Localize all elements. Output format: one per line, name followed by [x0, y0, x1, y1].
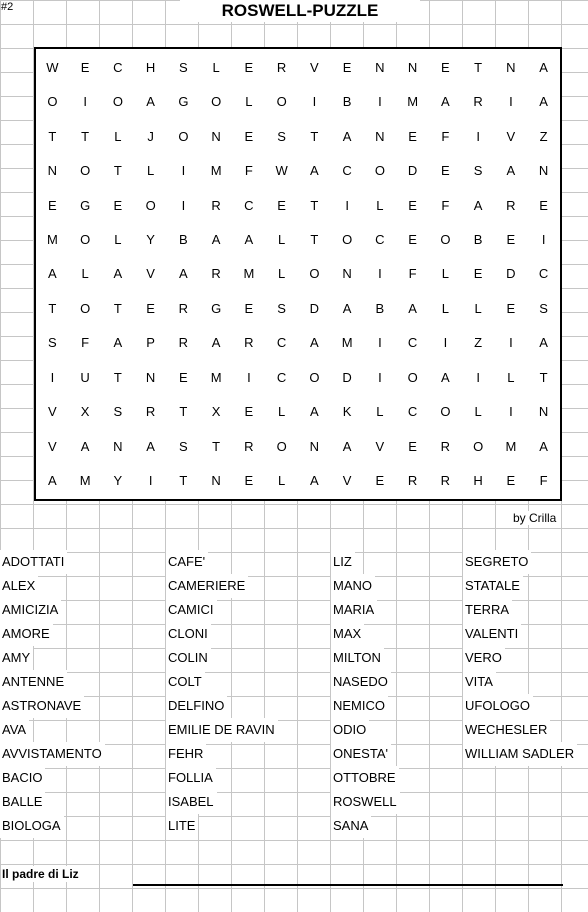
- grid-letter: E: [408, 197, 417, 213]
- grid-letter: O: [211, 94, 222, 110]
- grid-letter: N: [211, 128, 221, 144]
- grid-letter: V: [375, 438, 385, 454]
- grid-letter: D: [309, 300, 320, 316]
- grid-letter: A: [539, 335, 548, 351]
- word-list-item: BALLE: [0, 790, 45, 814]
- word-list-item: CAMERIERE: [166, 574, 248, 598]
- grid-letter: Z: [539, 128, 548, 144]
- grid-letter: M: [407, 94, 419, 110]
- word-list-item: TERRA: [463, 598, 512, 622]
- grid-letter: F: [408, 266, 417, 282]
- grid-letter: E: [408, 128, 417, 144]
- grid-letter: F: [441, 128, 450, 144]
- grid-letter: D: [342, 369, 352, 385]
- grid-letter: A: [211, 232, 221, 248]
- grid-letter: T: [539, 369, 548, 385]
- word-list-item: COLT: [166, 670, 205, 694]
- grid-letter: V: [506, 128, 516, 144]
- grid-letter: I: [476, 128, 480, 144]
- grid-letter: E: [441, 163, 450, 179]
- grid-letter: T: [310, 197, 319, 213]
- grid-letter: E: [506, 232, 516, 248]
- grid-letter: E: [113, 197, 123, 213]
- grid-letter: O: [276, 94, 287, 110]
- grid-letter: A: [310, 163, 319, 179]
- grid-letter: E: [342, 59, 352, 75]
- grid-letter: N: [538, 163, 549, 179]
- grid-letter: Y: [113, 473, 123, 489]
- grid-letter: T: [113, 369, 122, 385]
- grid-letter: A: [441, 369, 450, 385]
- grid-letter: L: [212, 59, 220, 75]
- grid-letter: L: [441, 300, 449, 316]
- grid-letter: I: [181, 163, 186, 179]
- grid-letter: L: [278, 232, 286, 248]
- grid-letter: I: [378, 335, 382, 351]
- grid-letter: N: [375, 59, 385, 75]
- grid-letter: I: [509, 335, 513, 351]
- grid-letter: T: [113, 300, 122, 316]
- word-list-item: VALENTI: [463, 622, 521, 646]
- grid-letter: A: [539, 438, 548, 454]
- grid-letter: O: [47, 94, 58, 110]
- grid-letter: E: [506, 300, 516, 316]
- grid-letter: N: [407, 59, 418, 75]
- word-list-item: AVVISTAMENTO: [0, 742, 105, 766]
- word-list-item: NASEDO: [331, 670, 391, 694]
- grid-letter: W: [275, 163, 288, 179]
- grid-letter: A: [48, 266, 57, 282]
- grid-letter: V: [146, 266, 155, 282]
- grid-letter: O: [112, 94, 123, 110]
- grid-letter: T: [48, 128, 57, 144]
- grid-letter: A: [48, 473, 57, 489]
- grid-letter: N: [342, 266, 352, 282]
- grid-letter: L: [474, 404, 482, 420]
- grid-letter: R: [178, 335, 189, 351]
- grid-letter: O: [407, 369, 418, 385]
- word-list-item: CAFE': [166, 550, 208, 574]
- word-list-item: MILTON: [331, 646, 384, 670]
- grid-letter: I: [476, 369, 480, 385]
- grid-letter: R: [211, 197, 221, 213]
- word-list-item: WECHESLER: [463, 718, 550, 742]
- grid-letter: G: [178, 94, 189, 110]
- grid-letter: C: [407, 335, 418, 351]
- word-list-column-3: [331, 550, 400, 838]
- word-list-item: ANTENNE: [0, 670, 67, 694]
- page-title: ROSWELL-PUZZLE: [180, 0, 420, 22]
- grid-letter: A: [244, 232, 254, 248]
- grid-letter: R: [473, 94, 483, 110]
- grid-letter: S: [473, 163, 483, 179]
- grid-letter: A: [146, 94, 155, 110]
- grid-letter: G: [80, 197, 91, 213]
- grid-letter: A: [473, 197, 483, 213]
- grid-letter: Z: [474, 335, 483, 351]
- word-list-item: MARIA: [331, 598, 377, 622]
- grid-letter: S: [179, 59, 188, 75]
- grid-letter: R: [244, 438, 254, 454]
- grid-letter: E: [179, 369, 188, 385]
- grid-letter: I: [83, 94, 87, 110]
- grid-letter: N: [47, 163, 58, 179]
- grid-letter: E: [473, 266, 483, 282]
- grid-letter: E: [80, 59, 90, 75]
- grid-letter: M: [243, 266, 255, 282]
- grid-letter: R: [211, 266, 221, 282]
- grid-letter: E: [375, 473, 385, 489]
- grid-letter: O: [342, 232, 353, 248]
- grid-letter: O: [80, 163, 91, 179]
- word-list-item: VITA: [463, 670, 496, 694]
- grid-letter: I: [50, 369, 55, 385]
- word-list-item: ODIO: [331, 718, 369, 742]
- grid-letter: H: [473, 473, 483, 489]
- word-list-item: AMICIZIA: [0, 598, 61, 622]
- grid-letter: S: [539, 300, 548, 316]
- grid-letter: F: [244, 163, 253, 179]
- word-list-column-4: [463, 550, 577, 766]
- word-list-item: COLIN: [166, 646, 211, 670]
- grid-letter: S: [277, 300, 286, 316]
- grid-letter: A: [113, 335, 123, 351]
- grid-letter: X: [80, 404, 90, 420]
- grid-letter: L: [114, 128, 122, 144]
- grid-letter: B: [179, 232, 188, 248]
- grid-letter: B: [473, 232, 483, 248]
- grid-letter: A: [342, 438, 352, 454]
- grid-letter: I: [148, 473, 153, 489]
- word-list-item: MAX: [331, 622, 364, 646]
- grid-letter: V: [310, 59, 319, 75]
- grid-letter: L: [441, 266, 449, 282]
- grid-letter: M: [210, 163, 222, 179]
- word-list-item: ADOTTATI: [0, 550, 67, 574]
- grid-letter: A: [539, 94, 548, 110]
- puzzle-number: #2: [1, 1, 14, 13]
- grid-letter: O: [440, 404, 451, 420]
- grid-letter: N: [309, 438, 320, 454]
- grid-letter: L: [245, 94, 253, 110]
- grid-letter: R: [244, 335, 254, 351]
- word-list-item: NEMICO: [331, 694, 388, 718]
- grid-letter: W: [46, 59, 59, 75]
- word-list-item: UFOLOGO: [463, 694, 533, 718]
- grid-letter: O: [309, 266, 320, 282]
- grid-letter: T: [310, 232, 319, 248]
- grid-letter: H: [145, 59, 156, 75]
- grid-letter: R: [407, 473, 418, 489]
- grid-letter: A: [506, 163, 516, 179]
- word-list-item: DELFINO: [166, 694, 227, 718]
- word-list-item: ALEX: [0, 574, 38, 598]
- grid-letter: E: [506, 473, 516, 489]
- grid-letter: A: [539, 59, 548, 75]
- grid-letter: E: [441, 59, 450, 75]
- grid-letter: C: [538, 266, 549, 282]
- word-list-item: EMILIE DE RAVIN: [166, 718, 278, 742]
- word-list-item: FOLLIA: [166, 766, 216, 790]
- word-list-column-1: [0, 550, 105, 838]
- grid-letter: E: [244, 128, 254, 144]
- word-list-column-2: [166, 550, 278, 838]
- grid-letter: N: [145, 369, 156, 385]
- grid-letter: N: [211, 473, 221, 489]
- grid-letter: I: [378, 266, 382, 282]
- grid-letter: R: [440, 438, 451, 454]
- word-list-item: WILLIAM SADLER: [463, 742, 577, 766]
- word-list-item: VERO: [463, 646, 505, 670]
- grid-letter: C: [244, 197, 254, 213]
- grid-letter: S: [179, 438, 188, 454]
- grid-letter: E: [277, 197, 286, 213]
- grid-letter: A: [310, 404, 319, 420]
- grid-letter: T: [474, 59, 483, 75]
- grid-letter: T: [81, 128, 90, 144]
- grid-letter: L: [81, 266, 89, 282]
- grid-letter: E: [539, 197, 548, 213]
- grid-letter: R: [506, 197, 516, 213]
- grid-letter: E: [408, 438, 417, 454]
- grid-letter: J: [147, 128, 154, 144]
- grid-letter: O: [374, 163, 385, 179]
- grid-letter: F: [441, 197, 450, 213]
- grid-letter: R: [145, 404, 156, 420]
- grid-letter: N: [506, 59, 516, 75]
- grid-letter: I: [247, 369, 251, 385]
- grid-letter: E: [244, 473, 254, 489]
- grid-letter: L: [114, 232, 122, 248]
- grid-letter: Y: [146, 232, 155, 248]
- grid-letter: N: [113, 438, 123, 454]
- grid-letter: E: [408, 232, 417, 248]
- grid-letter: V: [48, 404, 57, 420]
- grid-letter: E: [146, 300, 155, 316]
- grid-letter: O: [276, 438, 287, 454]
- word-list-item: ASTRONAVE: [0, 694, 84, 718]
- grid-letter: T: [179, 473, 188, 489]
- word-list-item: STATALE: [463, 574, 523, 598]
- word-list-item: BACIO: [0, 766, 45, 790]
- word-list-item: ISABEL: [166, 790, 217, 814]
- word-list-item: AMY: [0, 646, 33, 670]
- grid-letter: I: [345, 197, 349, 213]
- word-list-item: BIOLOGA: [0, 814, 64, 838]
- grid-letter: I: [541, 232, 546, 248]
- grid-letter: M: [46, 232, 58, 248]
- grid-letter: I: [443, 335, 448, 351]
- grid-letter: A: [179, 266, 188, 282]
- grid-letter: I: [312, 94, 317, 110]
- grid-letter: L: [278, 266, 286, 282]
- grid-letter: X: [211, 404, 221, 420]
- grid-letter: I: [509, 404, 513, 420]
- grid-letter: M: [210, 369, 222, 385]
- word-list-item: LITE: [166, 814, 198, 838]
- grid-letter: R: [178, 300, 189, 316]
- grid-letter: E: [244, 59, 254, 75]
- grid-letter: S: [277, 128, 286, 144]
- grid-letter: F: [81, 335, 90, 351]
- grid-letter: A: [310, 473, 319, 489]
- word-list-item: LIZ: [331, 550, 355, 574]
- grid-letter: A: [342, 128, 352, 144]
- grid-letter: L: [376, 197, 384, 213]
- grid-letter: D: [407, 163, 418, 179]
- word-list-item: AMORE: [0, 622, 53, 646]
- grid-letter: C: [113, 59, 123, 75]
- grid-letter: I: [181, 197, 186, 213]
- grid-letter: T: [48, 300, 57, 316]
- grid-letter: C: [276, 335, 287, 351]
- author-credit: by Crilla: [513, 511, 557, 525]
- grid-letter: V: [342, 473, 352, 489]
- word-list-item: FEHR: [166, 742, 206, 766]
- grid-letter: I: [509, 94, 513, 110]
- letter-grid: [34, 47, 562, 501]
- grid-letter: I: [378, 369, 382, 385]
- grid-letter: T: [212, 438, 221, 454]
- grid-letter: C: [375, 232, 385, 248]
- grid-letter: O: [145, 197, 156, 213]
- grid-letter: O: [178, 128, 189, 144]
- word-list-item: SANA: [331, 814, 371, 838]
- grid-letter: T: [310, 128, 319, 144]
- grid-letter: C: [342, 163, 352, 179]
- word-list-item: CAMICI: [166, 598, 217, 622]
- word-list-item: ONESTA': [331, 742, 391, 766]
- grid-letter: M: [505, 438, 517, 454]
- grid-letter: M: [79, 473, 91, 489]
- grid-letter: A: [342, 300, 352, 316]
- answer-line: [133, 884, 563, 886]
- grid-letter: S: [113, 404, 123, 420]
- grid-letter: V: [48, 438, 57, 454]
- grid-letter: A: [441, 94, 450, 110]
- grid-letter: G: [211, 300, 222, 316]
- grid-letter: L: [278, 404, 286, 420]
- word-list-item: MANO: [331, 574, 375, 598]
- grid-letter: F: [539, 473, 548, 489]
- grid-letter: E: [48, 197, 57, 213]
- grid-letter: O: [440, 232, 451, 248]
- grid-letter: O: [80, 300, 91, 316]
- grid-letter: M: [341, 335, 353, 351]
- word-list-item: ROSWELL: [331, 790, 400, 814]
- grid-letter: C: [407, 404, 418, 420]
- grid-letter: R: [440, 473, 451, 489]
- grid-letter: O: [473, 438, 484, 454]
- grid-letter: B: [342, 94, 352, 110]
- grid-letter: O: [80, 232, 91, 248]
- grid-letter: L: [507, 369, 515, 385]
- grid-letter: B: [375, 300, 385, 316]
- grid-letter: L: [147, 163, 155, 179]
- word-list-item: OTTOBRE: [331, 766, 399, 790]
- grid-letter: N: [538, 404, 549, 420]
- grid-letter: A: [310, 335, 319, 351]
- grid-letter: D: [506, 266, 516, 282]
- grid-letter: I: [378, 94, 382, 110]
- grid-letter: S: [48, 335, 57, 351]
- grid-letter: P: [146, 335, 155, 351]
- grid-letter: A: [408, 300, 417, 316]
- grid-letter: E: [244, 404, 254, 420]
- grid-letter: K: [342, 404, 352, 420]
- grid-letter: O: [309, 369, 320, 385]
- grid-letter: A: [146, 438, 155, 454]
- grid-letter: A: [113, 266, 123, 282]
- grid-letter: R: [276, 59, 287, 75]
- grid-letter: T: [113, 163, 122, 179]
- grid-letter: L: [474, 300, 482, 316]
- clue-label: Il padre di Liz: [1, 866, 82, 882]
- grid-letter: L: [278, 473, 286, 489]
- grid-letter: E: [244, 300, 254, 316]
- grid-letter: A: [211, 335, 221, 351]
- word-list-item: CLONI: [166, 622, 211, 646]
- word-list-item: SEGRETO: [463, 550, 531, 574]
- grid-letter: U: [80, 369, 90, 385]
- grid-letter: N: [375, 128, 385, 144]
- grid-letter: T: [179, 404, 188, 420]
- grid-letter: A: [80, 438, 90, 454]
- grid-letter: C: [276, 369, 287, 385]
- word-list-item: AVA: [0, 718, 29, 742]
- grid-letter: L: [376, 404, 384, 420]
